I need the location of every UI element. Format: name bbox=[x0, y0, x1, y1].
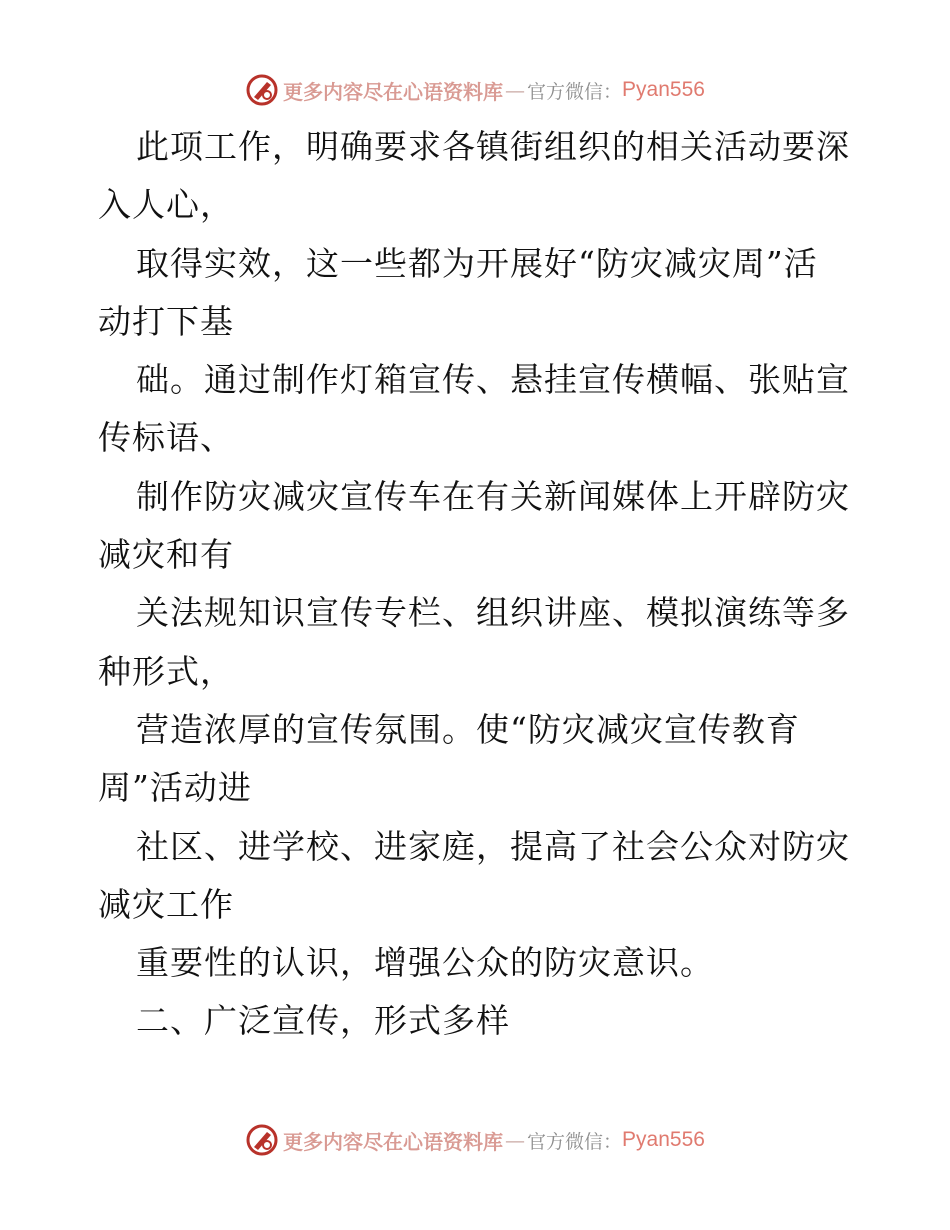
text-line: 关法规知识宣传专栏、组织讲座、模拟演练等多 bbox=[136, 593, 850, 633]
brand-logo-icon bbox=[245, 1123, 279, 1157]
header-watermark bbox=[0, 70, 950, 110]
text-line: 重要性的认识，增强公众的防灾意识。 bbox=[136, 943, 714, 983]
text-line: 社区、进学校、进家庭，提高了社会公众对防灾 bbox=[136, 826, 850, 866]
text-line: 周”活动进 bbox=[98, 768, 252, 808]
text-line: 营造浓厚的宣传氛围。使“防灾减灾宣传教育 bbox=[136, 709, 800, 749]
header-dash: — bbox=[505, 78, 526, 102]
text-line: 制作防灾减灾宣传车在有关新闻媒体上开辟防灾 bbox=[136, 476, 850, 516]
text-line: 础。通过制作灯箱宣传、悬挂宣传横幅、张贴宣 bbox=[136, 360, 850, 400]
header-brand-text: 更多内容尽在心语资料库 bbox=[283, 79, 504, 104]
text-line: 种形式， bbox=[98, 651, 234, 691]
document-body bbox=[98, 118, 858, 1051]
footer-brand-text: 更多内容尽在心语资料库 bbox=[283, 1129, 504, 1154]
section-heading: 二、广泛宣传，形式多样 bbox=[136, 1001, 510, 1041]
header-wechat-id: Pyan556 bbox=[622, 78, 705, 101]
text-line: 动打下基 bbox=[98, 301, 234, 341]
footer-watermark bbox=[0, 1120, 950, 1160]
header-wechat-label: 官方微信： bbox=[527, 80, 623, 103]
text-line: 入人心， bbox=[98, 185, 234, 225]
text-line: 此项工作，明确要求各镇街组织的相关活动要深 bbox=[136, 127, 850, 166]
text-line: 传标语、 bbox=[98, 418, 234, 458]
text-line: 减灾工作 bbox=[98, 884, 234, 924]
footer-wechat-label: 官方微信： bbox=[527, 1130, 623, 1153]
footer-dash: — bbox=[505, 1128, 526, 1152]
brand-logo-icon bbox=[245, 73, 279, 107]
footer-wechat-id: Pyan556 bbox=[622, 1128, 705, 1151]
text-line: 减灾和有 bbox=[98, 535, 234, 575]
text-line: 取得实效，这一些都为开展好“防灾减灾周”活 bbox=[136, 243, 818, 283]
